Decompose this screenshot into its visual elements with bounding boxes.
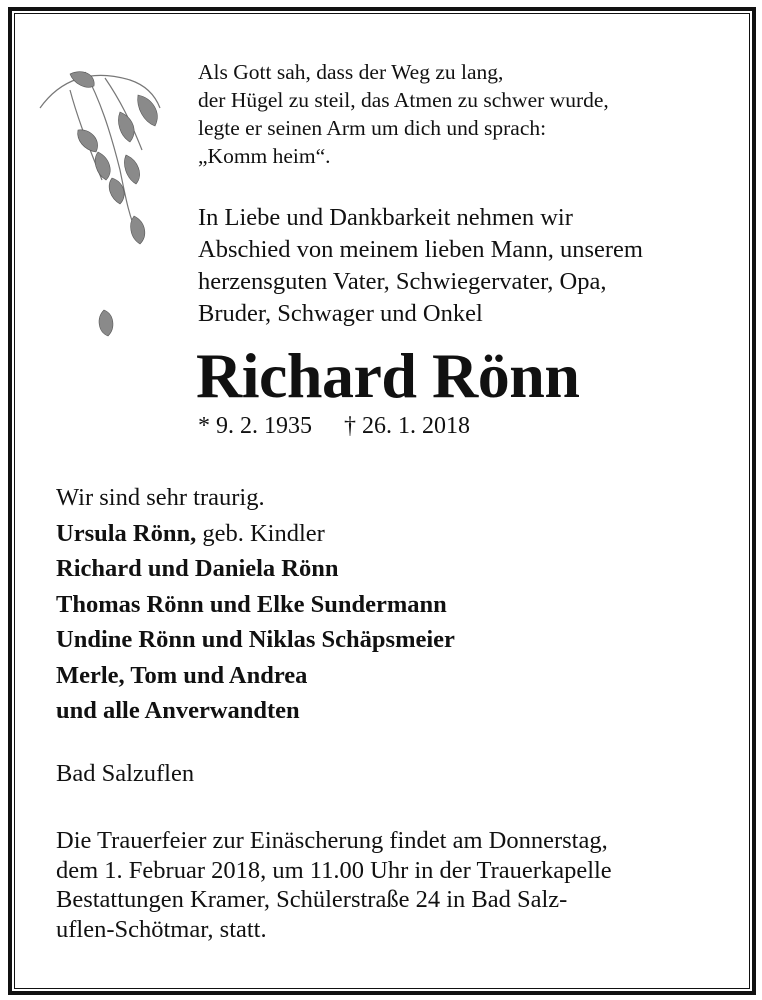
funeral-info	[56, 826, 612, 944]
birth-date: * 9. 2. 1935	[198, 413, 312, 439]
intro-line: In Liebe und Dankbarkeit nehmen wir	[198, 204, 573, 231]
poem	[198, 58, 609, 170]
mourner-name: Ursula Rönn,	[56, 519, 197, 547]
mourner-suffix: geb. Kindler	[196, 519, 325, 547]
poem-line: Als Gott sah, dass der Weg zu lang,	[198, 60, 504, 84]
mourner-line: Merle, Tom und Andrea	[56, 661, 308, 689]
death-date: † 26. 1. 2018	[344, 413, 470, 439]
mourner-line: Richard und Daniela Rönn	[56, 555, 339, 582]
funeral-line: dem 1. Februar 2018, um 11.00 Uhr in der Trauerkapelle	[56, 856, 612, 884]
intro-line: Bruder, Schwager und Onkel	[198, 300, 483, 327]
poem-line: legte er seinen Arm um dich und sprach:	[198, 116, 547, 140]
mourners-list	[56, 480, 455, 729]
funeral-line: Bestattungen Kramer, Schülerstraße 24 in Bad Salz-	[56, 886, 568, 913]
life-dates	[198, 410, 470, 442]
deceased-name: Richard Rönn	[196, 340, 580, 411]
mourner-line: Undine Rönn und Niklas Schäpsmeier	[56, 626, 455, 653]
birch-branch-icon	[30, 60, 170, 360]
mourner-line: und alle Anverwandten	[56, 697, 300, 724]
intro-text	[198, 202, 643, 330]
place-name: Bad Salzuflen	[56, 760, 195, 787]
funeral-line: Die Trauerfeier zur Einäscherung findet am Donnerstag,	[56, 827, 608, 854]
mourner-line: Thomas Rönn und Elke Sundermann	[56, 590, 447, 618]
intro-line: Abschied von meinem lieben Mann, unserem	[198, 236, 643, 263]
funeral-line: uflen-Schötmar, statt.	[56, 915, 267, 943]
mourners-opening: Wir sind sehr traurig.	[56, 484, 265, 511]
intro-line: herzensguten Vater, Schwiegervater, Opa,	[198, 268, 607, 295]
poem-line: der Hügel zu steil, das Atmen zu schwer wurde,	[198, 88, 609, 112]
poem-line: „Komm heim“.	[198, 144, 331, 168]
mourner-line	[56, 516, 455, 552]
